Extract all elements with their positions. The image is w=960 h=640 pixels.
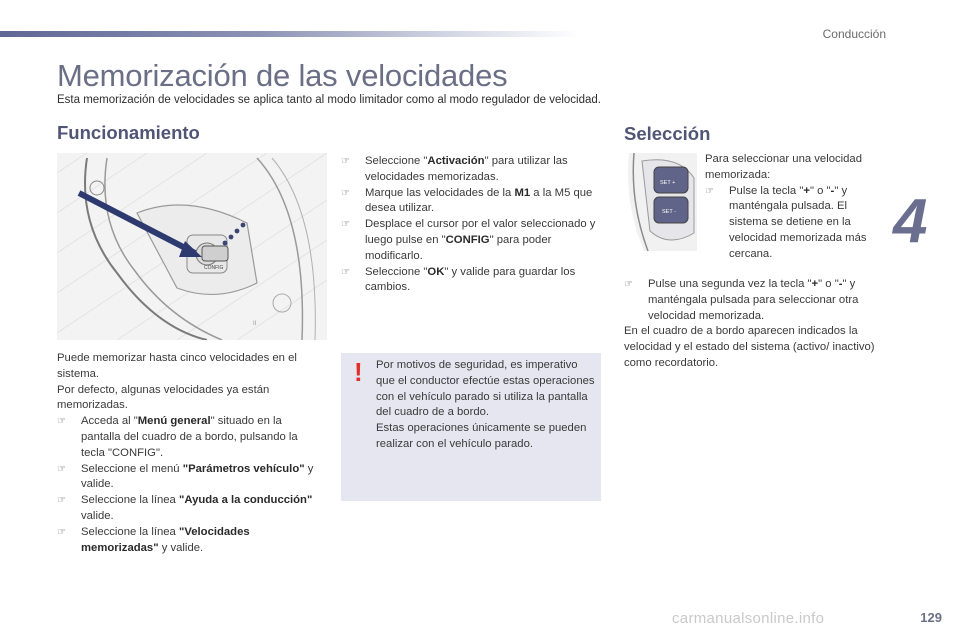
set-buttons-illustration: [624, 153, 697, 251]
pointing-hand-icon: ☞: [57, 526, 66, 538]
watermark: carmanualsonline.info: [672, 610, 825, 627]
page-subtitle: Esta memorización de velocidades se aplica tanto al modo limitador como al modo regulador de velocidad.: [57, 94, 601, 106]
list-item: ☞ Marque las velocidades de la M1 a la M5 que desea utilizar.: [341, 186, 593, 215]
steps-list-left: [57, 414, 322, 556]
page-title: Memorización de las velocidades: [57, 58, 508, 93]
list-item: ☞ Seleccione la línea "Ayuda a la conducción" valide.: [57, 494, 313, 522]
list-item: ☞ Seleccione "OK" y valide para guardar los cambios.: [341, 265, 576, 294]
section-label: Conducción: [822, 27, 886, 41]
pointing-hand-icon: ☞: [341, 266, 350, 278]
set-plus-label: SET +: [660, 180, 676, 186]
page-number: 129: [920, 610, 942, 625]
seleccion-intro-block: [705, 152, 885, 263]
pointing-hand-icon: ☞: [341, 156, 350, 167]
list-item: ☞ Acceda al "Menú general" situado en la pantalla del cuadro de a bordo, pulsando la tecla "CONFIG".: [57, 415, 298, 459]
heading-funcionamiento: Funcionamiento: [57, 122, 200, 143]
intro-paragraph-2: Por defecto, algunas velocidades ya están memorizadas.: [57, 383, 270, 412]
pointing-hand-icon: ☞: [57, 463, 66, 475]
seleccion-second-block: [624, 277, 882, 372]
heading-seleccion: Selección: [624, 123, 711, 144]
seleccion-outro: En el cuadro de a bordo aparecen indicados la velocidad y el estado del sistema (activo/ inactivo) como recordatorio.: [624, 325, 875, 369]
pointing-hand-icon: ☞: [57, 416, 66, 428]
safety-warning-box: [341, 353, 601, 501]
pointing-hand-icon: ☞: [624, 279, 633, 290]
list-item: ☞ Seleccione la línea "Velocidades memorizadas" y valide.: [57, 525, 250, 554]
pointing-hand-icon: ☞: [341, 219, 350, 231]
list-item: ☞ Pulse una segunda vez la tecla "+" o "-" y manténgala pulsada para seleccionar otra velocidad memorizada.: [624, 278, 859, 322]
list-item: ☞ Desplace el cursor por el valor seleccionado y luego pulse en "CONFIG" para poder modificarlo.: [341, 218, 596, 262]
set-minus-label: SET -: [662, 209, 676, 215]
svg-text:II: II: [253, 321, 257, 327]
pointing-hand-icon: ☞: [341, 187, 350, 199]
exclamation-icon: !: [354, 357, 363, 387]
pointing-hand-icon: ☞: [57, 495, 66, 507]
warning-text-2: Estas operaciones únicamente se pueden realizar con el vehículo parado.: [376, 422, 587, 450]
intro-paragraph-1: Puede memorizar hasta cinco velocidades en el sistema.: [57, 352, 297, 380]
pointing-hand-icon: ☞: [705, 185, 714, 197]
list-item: ☞ Seleccione "Activación" para utilizar las velocidades memorizadas.: [341, 155, 568, 183]
seleccion-intro: Para seleccionar una velocidad memorizada:: [705, 153, 862, 181]
steering-wheel-illustration: [57, 153, 327, 340]
funcionamiento-left-column: [57, 351, 322, 556]
list-item: ☞ Seleccione el menú "Parámetros vehículo" y valide.: [57, 462, 314, 491]
warning-text-1: Por motivos de seguridad, es imperativo que el conductor efectúe estas operaciones con el vehículo parado si utiliza la pantalla del cuadro de a bordo.: [376, 359, 595, 419]
list-item: ☞ Pulse la tecla "+" o "-" y manténgala pulsada. El sistema se detiene en la velocidad memorizada más cercana.: [705, 184, 867, 260]
header-bar: [0, 31, 580, 37]
config-label: CONFIG: [204, 265, 224, 271]
funcionamiento-right-column: [341, 154, 603, 296]
chapter-number: 4: [893, 187, 928, 256]
steps-list-right: [341, 154, 603, 296]
